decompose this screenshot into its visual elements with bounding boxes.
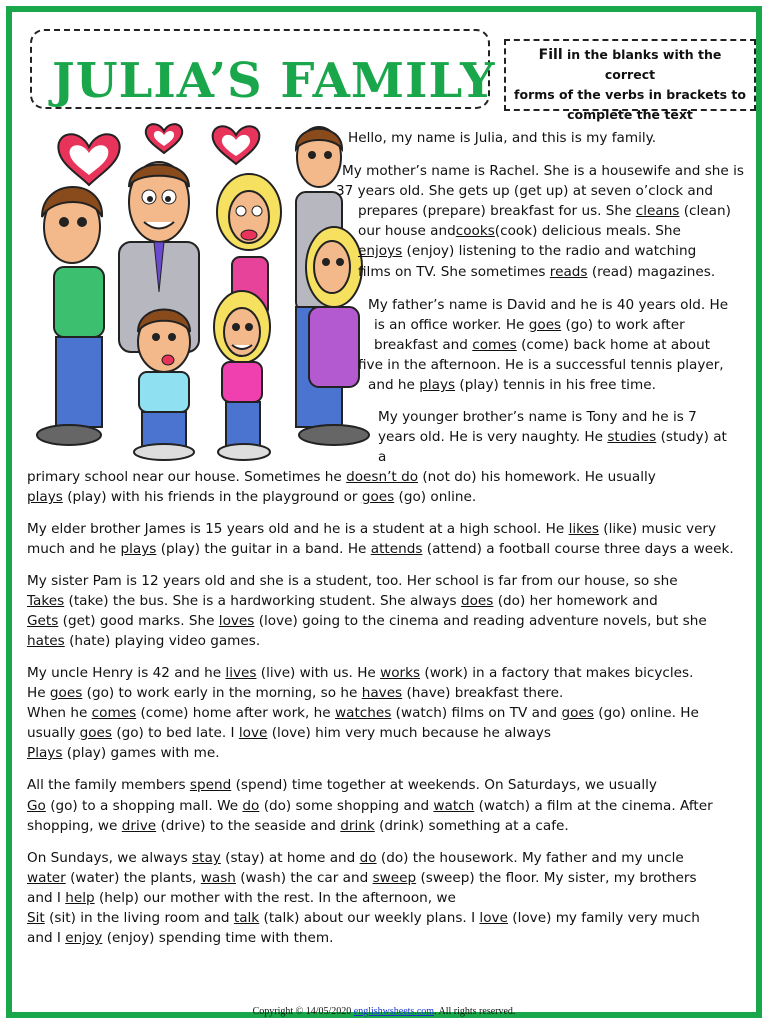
answer: spend (189, 777, 232, 793)
page-border (6, 6, 762, 1018)
answer: cooks (455, 223, 495, 239)
answer: water (27, 870, 66, 886)
answer: love (479, 910, 508, 926)
text-line: Hello, my name is Julia, and this is my family. (348, 130, 657, 146)
answer: haves (361, 685, 403, 701)
answer: do (359, 850, 377, 866)
instructions-line-3: complete the text (567, 107, 693, 122)
answer: works (380, 665, 421, 681)
answer: likes (568, 521, 599, 537)
heart-icon (213, 126, 260, 164)
answer: talk (233, 910, 260, 926)
answer: doesn’t do (346, 469, 419, 485)
heart-icon (146, 124, 182, 153)
answer: stay (192, 850, 221, 866)
answer: studies (607, 429, 657, 445)
answer: Go (27, 798, 46, 814)
text-line: shopping, we drive (drive) to the seaside and drink (drink) something at a cafe. (27, 818, 569, 834)
text-line: five in the afternoon. He is a successful tennis player, (358, 357, 724, 373)
text-line: Gets (get) good marks. She loves (love) going to the cinema and reading adventure novels, but she (27, 613, 707, 629)
instructions-lead: Fill (538, 47, 563, 63)
instructions-line-2: forms of the verbs in brackets to (514, 87, 746, 102)
instructions-line-1: in the blanks with the correct (567, 47, 722, 82)
answer: goes (361, 489, 395, 505)
title-box (30, 29, 496, 109)
answer: loves (218, 613, 255, 629)
answer: wash (200, 870, 236, 886)
text-line: 37 years old. She gets up (get up) at seven o’clock and (336, 183, 713, 199)
answer: sweep (372, 870, 417, 886)
answer: reads (549, 264, 588, 280)
text-line: My younger brother’s name is Tony and he is 7 (378, 409, 697, 425)
footer-link[interactable]: englishwsheets.com (353, 1006, 435, 1017)
answer: drive (121, 818, 157, 834)
text-line: water (water) the plants, wash (wash) the car and sweep (sweep) the floor. My sister, my brothers (27, 870, 697, 886)
text-line: When he comes (come) home after work, he watches (watch) films on TV and goes (go) online. He (27, 705, 699, 721)
answer: does (460, 593, 494, 609)
answer: hates (27, 633, 65, 649)
answer: watch (433, 798, 475, 814)
text-line: Sit (sit) in the living room and talk (talk) about our weekly plans. I love (love) my family very much (27, 910, 700, 926)
text-line: a (378, 449, 387, 465)
text-line: My sister Pam is 12 years old and she is a student, too. Her school is far from our house, so she (27, 573, 678, 589)
text-line: our house andcooks(cook) delicious meals. She (358, 223, 681, 239)
answer: drink (340, 818, 375, 834)
text-line: hates (hate) playing video games. (27, 633, 261, 649)
answer: enjoys (358, 243, 403, 259)
text-line: Go (go) to a shopping mall. We do (do) some shopping and watch (watch) a film at the cinema. After (27, 798, 713, 814)
text-line: Plays (play) games with me. (27, 745, 220, 761)
footer-copyright: Copyright © 14/05/2020 englishwsheets.com. All rights reserved. (252, 1006, 516, 1017)
text-line: primary school near our house. Sometimes he doesn’t do (not do) his homework. He usually (27, 469, 656, 485)
text-line: My father’s name is David and he is 40 years old. He (368, 297, 729, 313)
text-line: breakfast and comes (come) back home at about (374, 337, 711, 353)
answer: goes (528, 317, 562, 333)
text-line: films on TV. She sometimes reads (read) magazines. (358, 264, 716, 280)
answer: watches (335, 705, 392, 721)
answer: Plays (27, 745, 63, 761)
text-line: much and he plays (play) the guitar in a band. He attends (attend) a football course three days a week. (27, 541, 734, 557)
text-line: and I enjoy (enjoy) spending time with them. (27, 930, 334, 946)
text-line: years old. He is very naughty. He studies (study) at (378, 429, 727, 445)
heart-icon (58, 134, 119, 185)
text-line: My mother’s name is Rachel. She is a housewife and she is (342, 163, 744, 179)
answer: goes (561, 705, 594, 721)
text-line: prepares (prepare) breakfast for us. She cleans (clean) (358, 203, 731, 219)
answer: goes (79, 725, 112, 741)
pam-figure (306, 227, 362, 387)
answer: lives (225, 665, 257, 681)
answer: comes (91, 705, 137, 721)
answer: Gets (27, 613, 59, 629)
answer: plays (120, 541, 157, 557)
instructions-box (504, 39, 756, 122)
text-line: plays (play) with his friends in the playground or goes (go) online. (27, 489, 477, 505)
answer: love (238, 725, 268, 741)
text-line: My uncle Henry is 42 and he lives (live) with us. He works (work) in a factory that makes bicycles. (27, 665, 694, 681)
julia-figure (214, 291, 270, 460)
text-line: and I help (help) our mother with the rest. In the afternoon, we (27, 890, 456, 906)
text-line: My elder brother James is 15 years old and he is a student at a high school. He likes (like) music very (27, 521, 717, 537)
answer: plays (419, 377, 456, 393)
answer: cleans (635, 203, 680, 219)
text-line: All the family members spend (spend) time together at weekends. On Saturdays, we usually (27, 777, 657, 793)
answer: Takes (27, 593, 65, 609)
text-line: is an office worker. He goes (go) to work after (374, 317, 685, 333)
answer: help (65, 890, 95, 906)
james-figure (37, 187, 104, 445)
text-line: Takes (take) the bus. She is a hardworking student. She always does (do) her homework and (27, 593, 658, 609)
answer: Sit (27, 910, 45, 926)
answer: do (242, 798, 260, 814)
answer: comes (472, 337, 517, 353)
text-line: usually goes (go) to bed late. I love (love) him very much because he always (27, 725, 551, 741)
answer: attends (370, 541, 423, 557)
text-line: and he plays (play) tennis in his free time. (368, 377, 656, 393)
family-illustration (34, 117, 378, 467)
text-line: He goes (go) to work early in the morning, so he haves (have) breakfast there. (27, 685, 564, 701)
text-line: enjoys (enjoy) listening to the radio and watching (358, 243, 697, 259)
answer: plays (27, 489, 63, 505)
page-title: JULIA’S FAMILY (52, 53, 496, 109)
tony-figure (134, 310, 194, 461)
answer: goes (49, 685, 83, 701)
answer: enjoy (65, 930, 103, 946)
text-line: On Sundays, we always stay (stay) at home and do (do) the housework. My father and my uncle (27, 850, 684, 866)
